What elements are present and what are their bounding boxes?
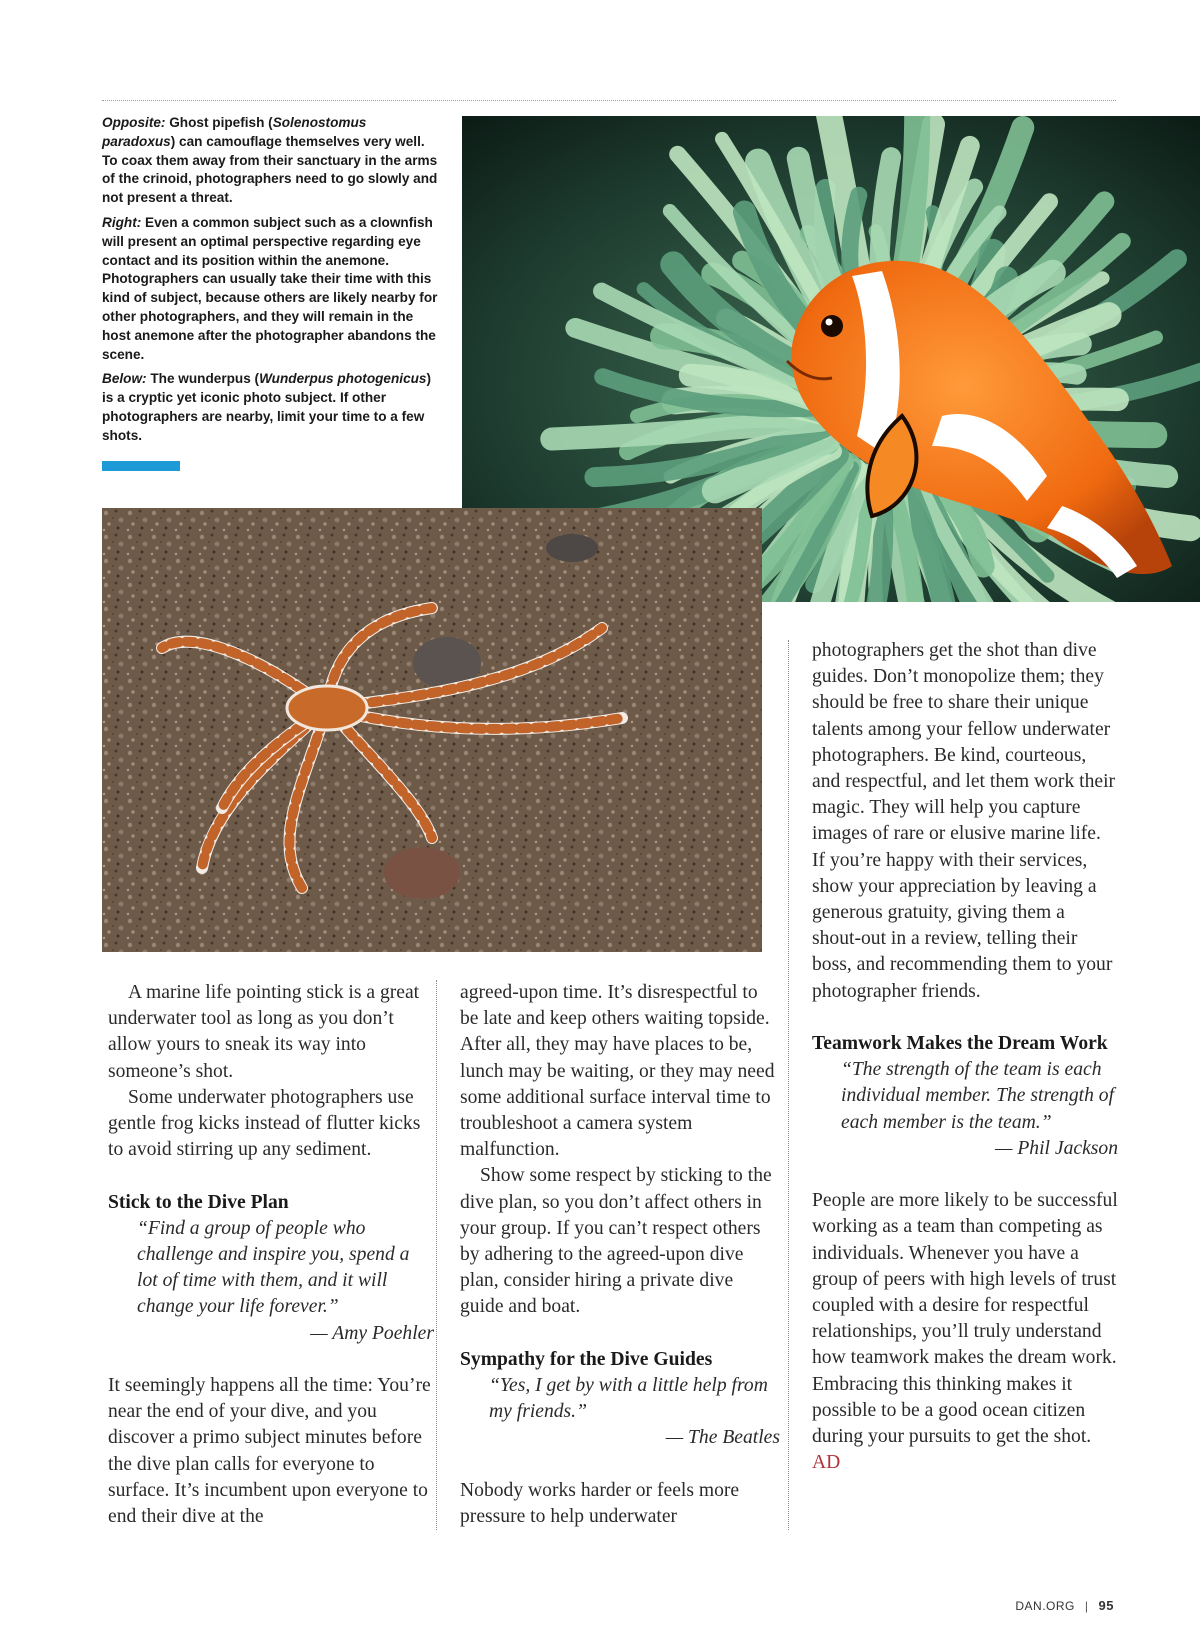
section-heading: Teamwork Makes the Dream Work bbox=[812, 1033, 1108, 1055]
paragraph: agreed-upon time. It’s disrespectful to be late and keep others waiting topside. After all, they may have places to be, lunch may be waiting, or they may need some additional surface interval time to troubleshoot a camera system malfunction. bbox=[460, 982, 775, 1161]
quote-attribution: — The Beatles bbox=[665, 1427, 780, 1449]
pull-quote: “Yes, I get by with a little help from my friends.” bbox=[489, 1375, 768, 1423]
caption-below: Below: The wunderpus (Wunderpus photogenicus) is a cryptic yet iconic photo subject. If other photographers are nearby, limit your time to a few shots. bbox=[102, 371, 432, 443]
article-column-3 bbox=[812, 638, 1118, 1476]
top-dotted-rule bbox=[102, 100, 1116, 101]
pull-quote: “Find a group of people who challenge and inspire you, spend a lot of time with them, and it will change your life forever.” bbox=[137, 1217, 410, 1318]
site-name: DAN.ORG bbox=[1015, 1599, 1075, 1613]
paragraph: photographers get the shot than dive guides. Don’t monopolize them; they should be free to share their unique talents among your fellow underwater photographers. Be kind, courteous, and respectful, and let them work their magic. They will help you capture images of rare or elusive marine life. If you’re happy with their services, show your appreciation by leaving a generous gratuity, giving them a shout-out in a review, telling their boss, and recommending them to your photographer friends. bbox=[812, 640, 1116, 1002]
accent-bar bbox=[102, 461, 180, 471]
column-divider bbox=[436, 980, 437, 1530]
paragraph: Nobody works harder or feels more pressure to help underwater bbox=[460, 1479, 740, 1528]
section-heading: Stick to the Dive Plan bbox=[108, 1191, 289, 1213]
footer-separator: | bbox=[1084, 1599, 1089, 1613]
quote-attribution: — Phil Jackson bbox=[995, 1137, 1118, 1159]
caption-label: Below: bbox=[102, 371, 147, 387]
article-column-1 bbox=[108, 980, 434, 1530]
paragraph: Show some respect by sticking to the dive plan, so you don’t affect others in your group. If you can’t respect others by adhering to the agreed-upon dive plan, consider hiring a private dive guide and boat. bbox=[460, 1165, 772, 1318]
paragraph: People are more likely to be successful working as a team than competing as individuals. Whenever you have a group of peers with high levels of trust coupled with a desire for respectful relationships, you’ll truly understand how teamwork makes the dream work. Embracing this thinking makes it possible to be a good ocean citizen during your pursuits to get the shot. AD bbox=[812, 1190, 1118, 1474]
caption-opposite: Opposite: Ghost pipefish (Solenostomus paradoxus) can camouflage themselves very well. To coax them away from their sanctuary in the arms of the crinoid, photographers need to go slowly and not present a threat. bbox=[102, 115, 438, 206]
caption-label: Right: bbox=[102, 214, 142, 230]
wunderpus-photo bbox=[102, 508, 762, 952]
paragraph: It seemingly happens all the time: You’re near the end of your dive, and you discover a primo subject minutes before the dive plan calls for everyone to surface. It’s incumbent upon everyone to end their dive at the bbox=[108, 1375, 431, 1528]
article-column-2 bbox=[460, 980, 780, 1530]
page-footer bbox=[1015, 1598, 1114, 1613]
end-mark-logo: AD bbox=[812, 1452, 841, 1474]
pull-quote: “The strength of the team is each individual member. The strength of each member is the team.” bbox=[841, 1059, 1115, 1133]
species-name: Wunderpus photogenicus bbox=[259, 371, 427, 387]
paragraph: A marine life pointing stick is a great underwater tool as long as you don’t allow yours to sneak its way into someone’s shot. bbox=[108, 982, 420, 1082]
section-heading: Sympathy for the Dive Guides bbox=[460, 1348, 713, 1370]
page-number: 95 bbox=[1098, 1598, 1114, 1613]
quote-attribution: — Amy Poehler bbox=[310, 1322, 434, 1344]
paragraph: Some underwater photographers use gentle frog kicks instead of flutter kicks to avoid stirring up any sediment. bbox=[108, 1086, 421, 1161]
photo-captions bbox=[102, 114, 438, 452]
caption-right: Right: Even a common subject such as a clownfish will present an optimal perspective regarding eye contact and its position within the anemone. Photographers can usually take their time with this kind of subject, because others are likely nearby for other photographers, and they will remain in the host anemone after the photographer abandons the scene. bbox=[102, 214, 438, 362]
species-name: Solenostomus paradoxus bbox=[102, 115, 367, 149]
caption-label: Opposite: bbox=[102, 115, 166, 130]
column-divider bbox=[788, 640, 789, 1530]
